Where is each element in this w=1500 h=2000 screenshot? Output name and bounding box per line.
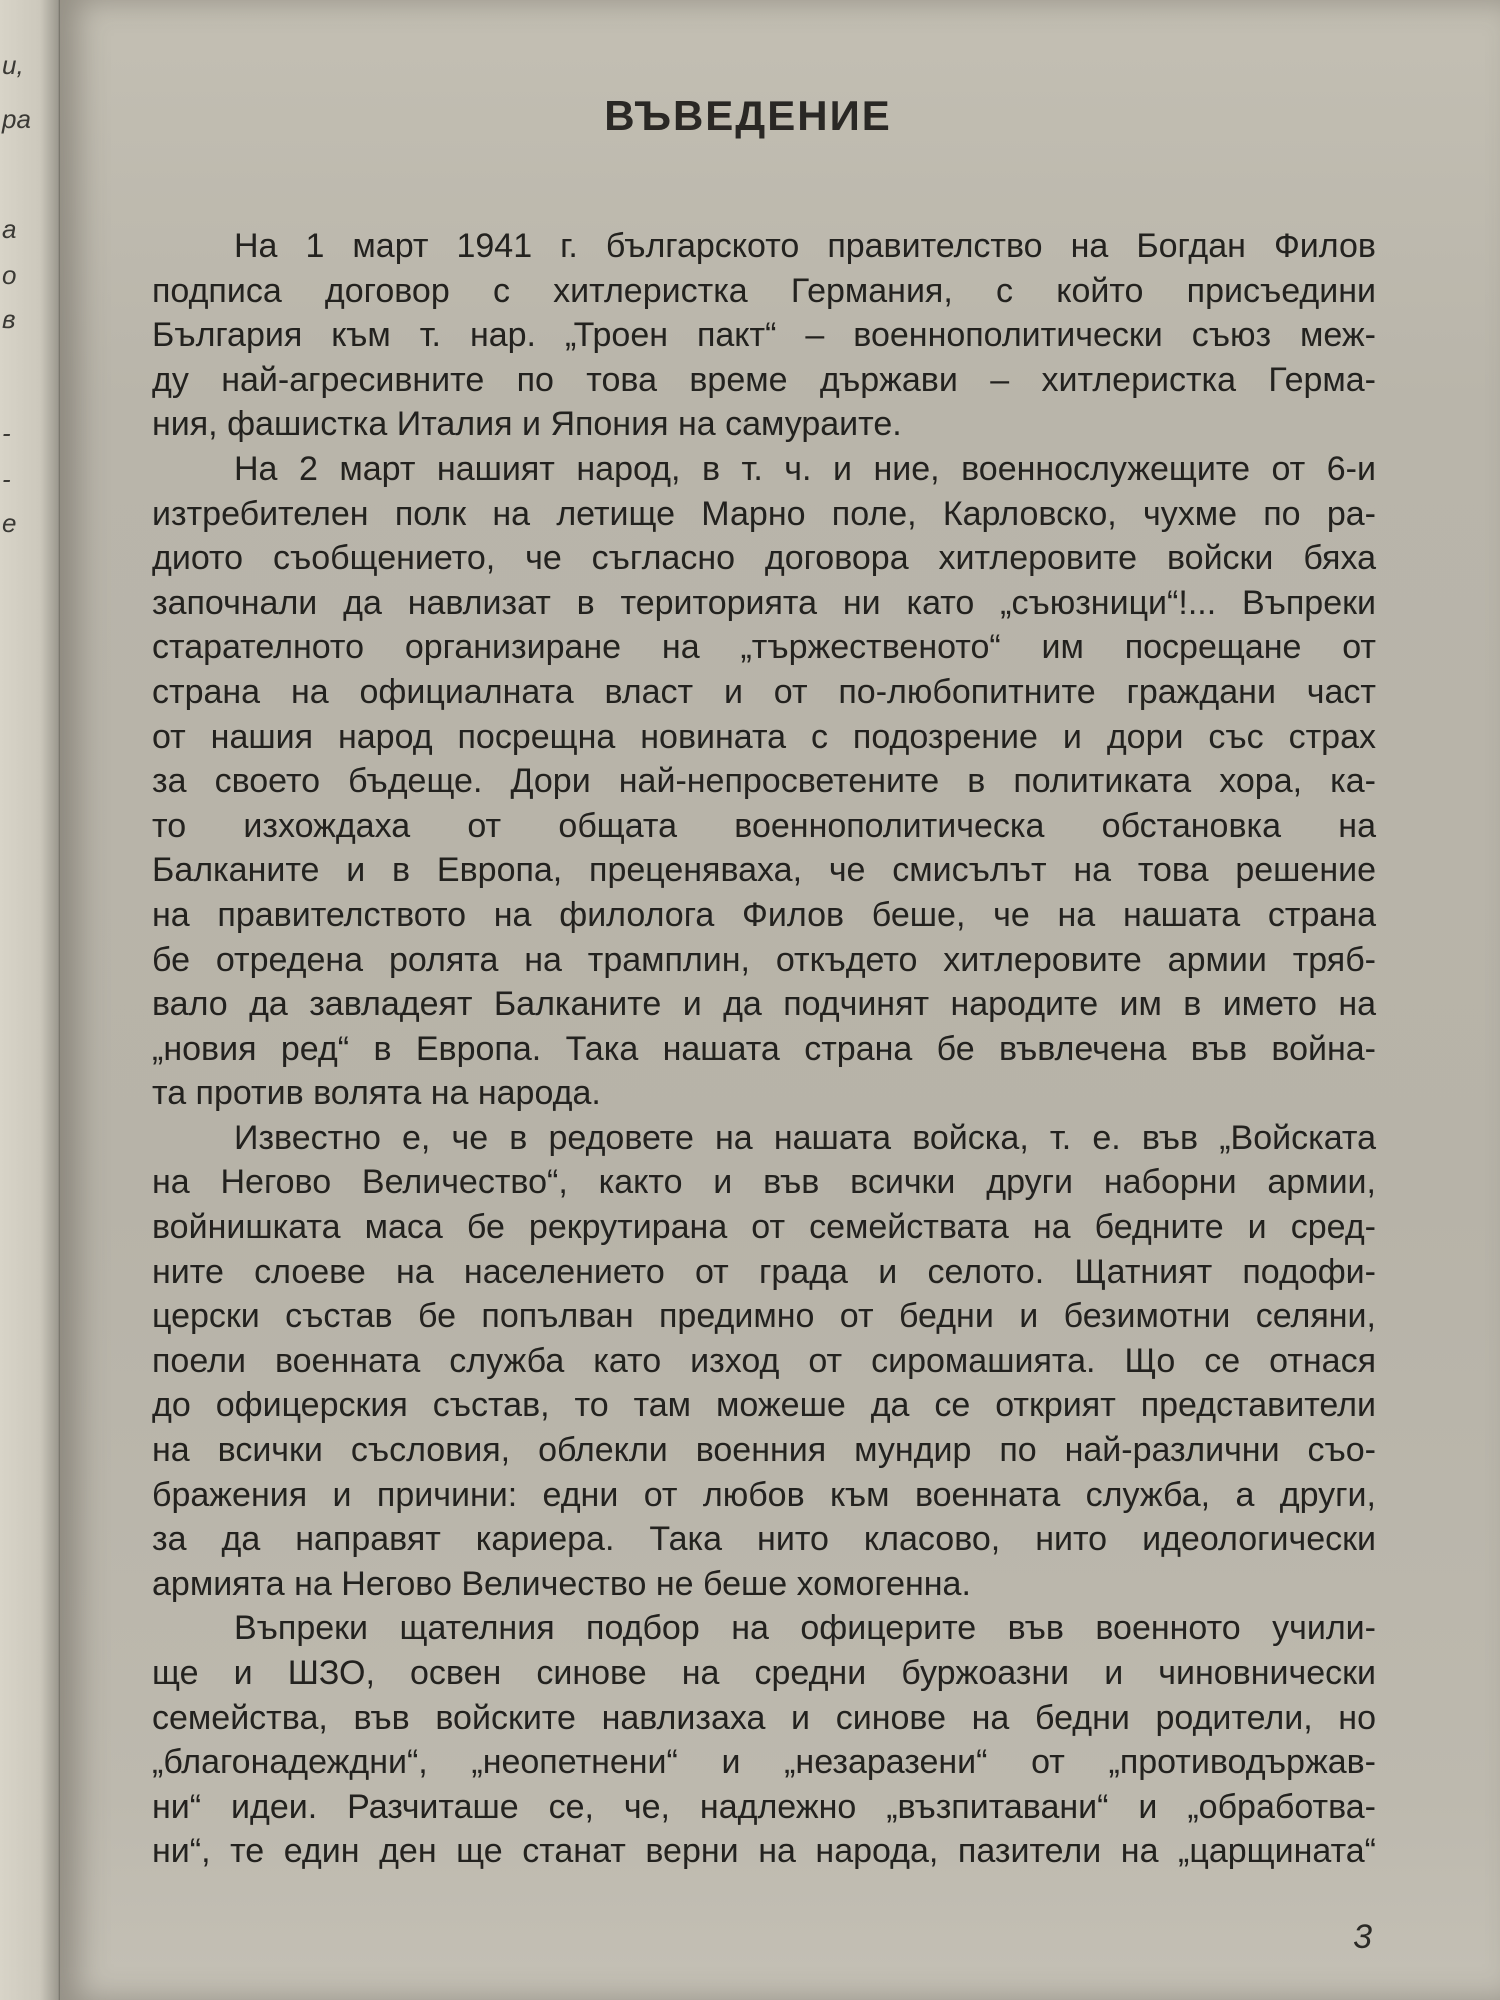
text-line: диото съобщението, че съгласно договора хитлеровите войски бяха bbox=[152, 539, 1376, 578]
text-line: за своето бъдеще. Дори най-непросветените в политиката хора, ка- bbox=[152, 762, 1376, 801]
text-line: На 1 март 1941 г. българското правителство на Богдан Филов bbox=[234, 227, 1376, 265]
adjacent-page-edge bbox=[0, 0, 60, 2000]
text-line: армията на Негово Величество не беше хомогенна. bbox=[152, 1564, 971, 1603]
adjacent-page-fragment: в bbox=[2, 304, 16, 334]
text-line: ния, фашистка Италия и Япония на самураите. bbox=[152, 405, 902, 444]
text-line: ните слоеве на населението от града и селото. Щатният подофи- bbox=[152, 1252, 1376, 1291]
page-number: 3 bbox=[1353, 1918, 1372, 1956]
text-line: то изхождаха от общата военнополитическа обстановка на bbox=[152, 806, 1376, 845]
text-line: „новия ред“ в Европа. Така нашата страна бе въвлечена във война- bbox=[152, 1029, 1376, 1068]
text-line: ни“, те един ден ще станат верни на народа, пазители на „царщината“ bbox=[152, 1832, 1376, 1871]
text-line: Балканите и в Европа, преценяваха, че смисълът на това решение bbox=[152, 851, 1376, 890]
adjacent-page-fragment: ра bbox=[2, 104, 31, 134]
adjacent-page-fragment: е bbox=[2, 508, 17, 538]
adjacent-page-fragment: о bbox=[2, 260, 17, 290]
text-line: Известно е, че в редовете на нашата войска, т. е. във „Войската bbox=[234, 1118, 1376, 1157]
text-line: Въпреки щателния подбор на офицерите във военното учили- bbox=[234, 1609, 1376, 1648]
adjacent-page-fragment: а bbox=[2, 214, 17, 244]
adjacent-page-fragment: - bbox=[2, 418, 11, 448]
adjacent-page-fragment: и, bbox=[2, 50, 24, 80]
text-line: България към т. нар. „Троен пакт“ – военнополитически съюз меж- bbox=[152, 316, 1376, 355]
text-line: ще и ШЗО, освен синове на средни буржоазни и чиновнически bbox=[152, 1654, 1376, 1692]
text-line: та против волята на народа. bbox=[152, 1074, 601, 1113]
text-line: ду най-агресивните по това време държави – хитлеристка Герма- bbox=[152, 360, 1376, 399]
text-line: семейства, във войските навлизаха и синове на бедни родители, но bbox=[152, 1698, 1376, 1737]
text-line: бражения и причини: едни от любов към военната служба, а други, bbox=[152, 1475, 1376, 1514]
text-line: войнишката маса бе рекрутирана от семействата на бедните и сред- bbox=[152, 1208, 1376, 1247]
adjacent-page-fragment: - bbox=[2, 464, 11, 494]
text-line: „благонадеждни“, „неопетнени“ и „незаразени“ от „противодържав- bbox=[152, 1743, 1376, 1782]
text-line: ни“ идеи. Разчиташе се, че, надлежно „възпитавани“ и „обработва- bbox=[152, 1787, 1376, 1826]
text-line: На 2 март нашият народ, в т. ч. и ние, военнослужещите от 6-и bbox=[234, 449, 1376, 488]
text-line: за да направят кариера. Така нито класово, нито идеологически bbox=[152, 1520, 1376, 1559]
text-line: започнали да навлизат в територията ни като „съюзници“!... Въпреки bbox=[152, 583, 1376, 622]
text-line: вало да завладеят Балканите и да подчинят народите им в името на bbox=[152, 985, 1376, 1024]
text-line: поели военната служба като изход от сиромашията. Що се отнася bbox=[152, 1341, 1376, 1380]
text-line: от нашия народ посрещна новината с подозрение и дори със страх bbox=[152, 717, 1376, 756]
text-line: старателното организиране на „тържественото“ им посрещане от bbox=[152, 628, 1376, 667]
body-text bbox=[152, 224, 1376, 1874]
text-line: на всички съсловия, облекли военния мундир по най-различни съо- bbox=[152, 1431, 1376, 1470]
page-title: ВЪВЕДЕНИЕ bbox=[604, 92, 892, 139]
text-line: подписа договор с хитлеристка Германия, с който присъедини bbox=[152, 271, 1376, 310]
text-line: на Негово Величество“, както и във всички други наборни армии, bbox=[152, 1163, 1376, 1202]
text-line: страна на официалната власт и от по-любопитните граждани част bbox=[152, 672, 1376, 711]
text-line: до офицерския състав, то там можеше да се открият представители bbox=[152, 1386, 1376, 1425]
text-line: церски състав бе попълван предимно от бедни и безимотни селяни, bbox=[152, 1297, 1376, 1336]
text-line: изтребителен полк на летище Марно поле, Карловско, чухме по ра- bbox=[152, 494, 1376, 533]
text-line: на правителството на филолога Филов беше, че на нашата страна bbox=[152, 895, 1376, 934]
text-line: бе отредена ролята на трамплин, откъдето хитлеровите армии тряб- bbox=[152, 940, 1376, 979]
